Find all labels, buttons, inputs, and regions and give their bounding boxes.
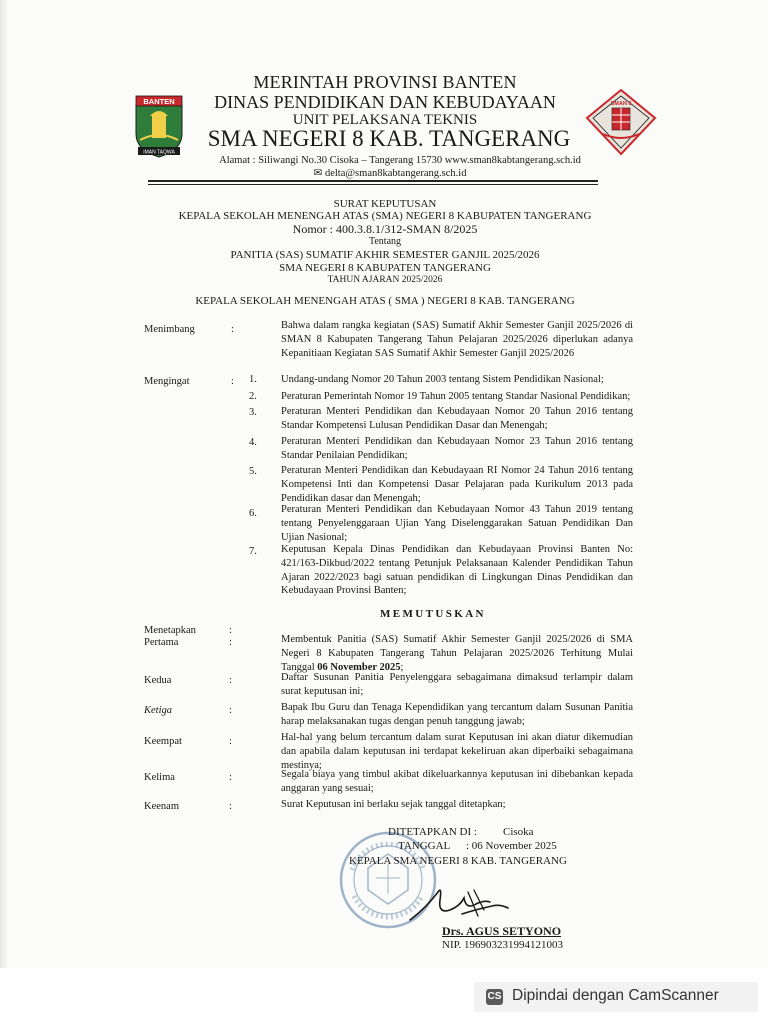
mengingat-item-number: 7. [249, 546, 257, 557]
header-line-2: DINAS PENDIDIKAN DAN KEBUDAYAAN [214, 92, 556, 112]
kedua-text: Daftar Susunan Panitia Penyelenggara sebagaimana dimaksud terlampir dalam surat keputusan ini; [281, 672, 633, 697]
menimbang-colon: : [231, 324, 234, 335]
kelima-colon: : [229, 772, 232, 783]
kedua-label: Kedua [144, 675, 172, 686]
decree-year: TAHUN AJARAN 2025/2026 [327, 275, 443, 285]
banten-logo-motto: IMAN TAQWA [143, 149, 175, 156]
ditetapkan-label: DITETAPKAN DI : [388, 826, 477, 838]
mengingat-item-text: Peraturan Menteri Pendidikan dan Kebudayaan Nomor 43 Tahun 2019 tentang tentang Penyelenggaraan Ujian Yang Diselenggarakan Satuan Pendidikan Dan Ujian Nasional; [281, 504, 633, 543]
pertama-label: Pertama [144, 637, 179, 648]
keenam-label: Keenam [144, 801, 179, 812]
mengingat-item-number: 1. [249, 374, 257, 385]
tanggal-label: TANGGAL [398, 840, 451, 852]
school-email-line [200, 167, 580, 179]
school-email: delta@sman8kabtangerang.sch.id [324, 168, 467, 179]
envelope-icon: ✉ [313, 168, 323, 179]
pertama-body: Membentuk Panitia (SAS) Sumatif Akhir Semester Ganjil 2025/2026 di SMA Negeri 8 Kabupaten Tangerang Tahun Pelajaran 2025/2026 Terhitung Mulai Tanggal [281, 634, 633, 673]
signer-position: KEPALA SMA NEGERI 8 KAB. TANGERANG [349, 855, 567, 867]
letterhead [130, 66, 640, 186]
mengingat-item-text: Undang-undang Nomor 20 Tahun 2003 tentang Sistem Pendidikan Nasional; [281, 374, 604, 385]
mengingat-label: Mengingat [144, 376, 190, 387]
menetapkan-label: Menetapkan [144, 625, 196, 636]
kelima-label: Kelima [144, 772, 175, 783]
menetapkan-colon: : [229, 625, 232, 636]
mengingat-item-number: 3. [249, 407, 257, 418]
decree-heading: KEPALA SEKOLAH MENENGAH ATAS ( SMA ) NEGERI 8 KAB. TANGERANG [195, 295, 575, 307]
camscanner-icon: CS [486, 989, 503, 1005]
mengingat-item-text: Keputusan Kepala Dinas Pendidikan dan Kebudayaan Provinsi Banten No: 421/163-Dikbud/2022 tentang Petunjuk Pelaksanaan Kalender Pendidikan Tahun Ajaran 2022/2023 bagi satuan pendidikan di Lingkungan Dinas Pendidikan dan Kebudayaan Provinsi Banten; [281, 544, 633, 597]
keenam-text: Surat Keputusan ini berlaku sejak tanggal ditetapkan; [281, 799, 506, 810]
keempat-text: Hal-hal yang belum tercantum dalam surat Keputusan ini akan diatur dikemudian dan apabila dalam keputusan ini terdapat kekeliruan akan diperbaiki sebagaimana mestinya; [281, 732, 633, 771]
ketiga-label: Ketiga [144, 705, 172, 716]
decree-about: Tentang [368, 236, 402, 247]
mengingat-item-number: 5. [249, 466, 257, 477]
memutuskan-heading: MEMUTUSKAN [380, 608, 486, 620]
ketiga-colon: : [229, 705, 232, 716]
school-name: SMA NEGERI 8 KAB. TANGERANG [207, 126, 571, 151]
mengingat-item-text: Peraturan Pemerintah Nomor 19 Tahun 2005 tentang Standar Nasional Pendidikan; [281, 391, 631, 402]
header-line-1: MERINTAH PROVINSI BANTEN [253, 72, 517, 92]
header-rule-thick [148, 180, 598, 182]
mengingat-colon: : [231, 376, 234, 387]
school-logo-icon [585, 88, 657, 156]
ketiga-text: Bapak Ibu Guru dan Tenaga Kependidikan yang tercantum dalam Susunan Panitia harap melaksanakan tugas dengan penuh tanggung jawab; [281, 702, 633, 727]
decree-issuer: KEPALA SEKOLAH MENENGAH ATAS (SMA) NEGERI 8 KABUPATEN TANGERANG [178, 210, 592, 222]
header-rule-thin [148, 184, 598, 185]
ditetapkan-value: Cisoka [503, 826, 534, 838]
decree-school: SMA NEGERI 8 KABUPATEN TANGERANG [279, 262, 491, 274]
kedua-colon: : [229, 675, 232, 686]
pertama-text [281, 633, 633, 674]
kelima-text: Segala biaya yang timbul akibat dikeluarkannya keputusan ini dibebankan kepada anggaran yang sesuai; [281, 769, 633, 794]
banten-logo-text: BANTEN [143, 97, 175, 106]
header-line-3: UNIT PELAKSANA TEKNIS [292, 112, 478, 128]
camscanner-label: Dipindai dengan CamScanner [512, 987, 719, 1004]
handwritten-signature-icon [404, 880, 514, 928]
keenam-colon: : [229, 801, 232, 812]
signer-name: Drs. AGUS SETYONO [442, 924, 562, 938]
menimbang-text: Bahwa dalam rangka kegiatan (SAS) Sumatif Akhir Semester Ganjil 2025/2026 di SMAN 8 Kabupaten Tangerang Tahun Pelajaran 2025/2026 diperlukan adanya Kepanitiaan Kegiatan SAS Sumatif Akhir Semester Ganjil 2025/2026 [281, 320, 633, 359]
banten-logo-icon [132, 94, 186, 160]
mengingat-item-number: 4. [249, 437, 257, 448]
mengingat-item-number: 2. [249, 391, 257, 402]
scan-edge-shadow [0, 0, 8, 1024]
mengingat-item-text: Peraturan Menteri Pendidikan dan Kebudayaan Nomor 23 Tahun 2016 tentang Standar Penilaian Pendidikan; [281, 436, 633, 461]
mengingat-item-number: 6. [249, 508, 257, 519]
school-logo-text: SMAN 8 [610, 101, 632, 107]
mengingat-item-text: Peraturan Menteri Pendidikan dan Kebudayaan Nomor 20 Tahun 2016 tentang Standar Kompetensi Lulusan Pendidikan Dasar dan Menengah; [281, 406, 633, 431]
pertama-colon: : [229, 637, 232, 648]
pertama-date: 06 November 2025 [317, 661, 401, 673]
school-address: Alamat : Siliwangi No.30 Cisoka – Tangerang 15730 www.sman8kabtangerang.sch.id [219, 155, 581, 166]
decree-subject: PANITIA (SAS) SUMATIF AKHIR SEMESTER GANJIL 2025/2026 [230, 249, 540, 261]
keempat-label: Keempat [144, 736, 182, 747]
camscanner-watermark [474, 982, 758, 1012]
keempat-colon: : [229, 736, 232, 747]
mengingat-item-text: Peraturan Menteri Pendidikan dan Kebudayaan RI Nomor 24 Tahun 2016 tentang Kompetensi Inti dan Kompetensi Dasar Pelajaran pada Kurikulum 2013 pada Pendidikan dasar dan Menengah; [281, 465, 633, 504]
menimbang-label: Menimbang [144, 324, 195, 335]
decree-kind: SURAT KEPUTUSAN [333, 198, 437, 210]
tanggal-value: : 06 November 2025 [466, 840, 557, 852]
signer-nip: NIP. 196903231994121003 [442, 939, 564, 951]
decree-number: Nomor : 400.3.8.1/312-SMAN 8/2025 [292, 222, 478, 236]
pertama-end: ; [400, 661, 404, 673]
